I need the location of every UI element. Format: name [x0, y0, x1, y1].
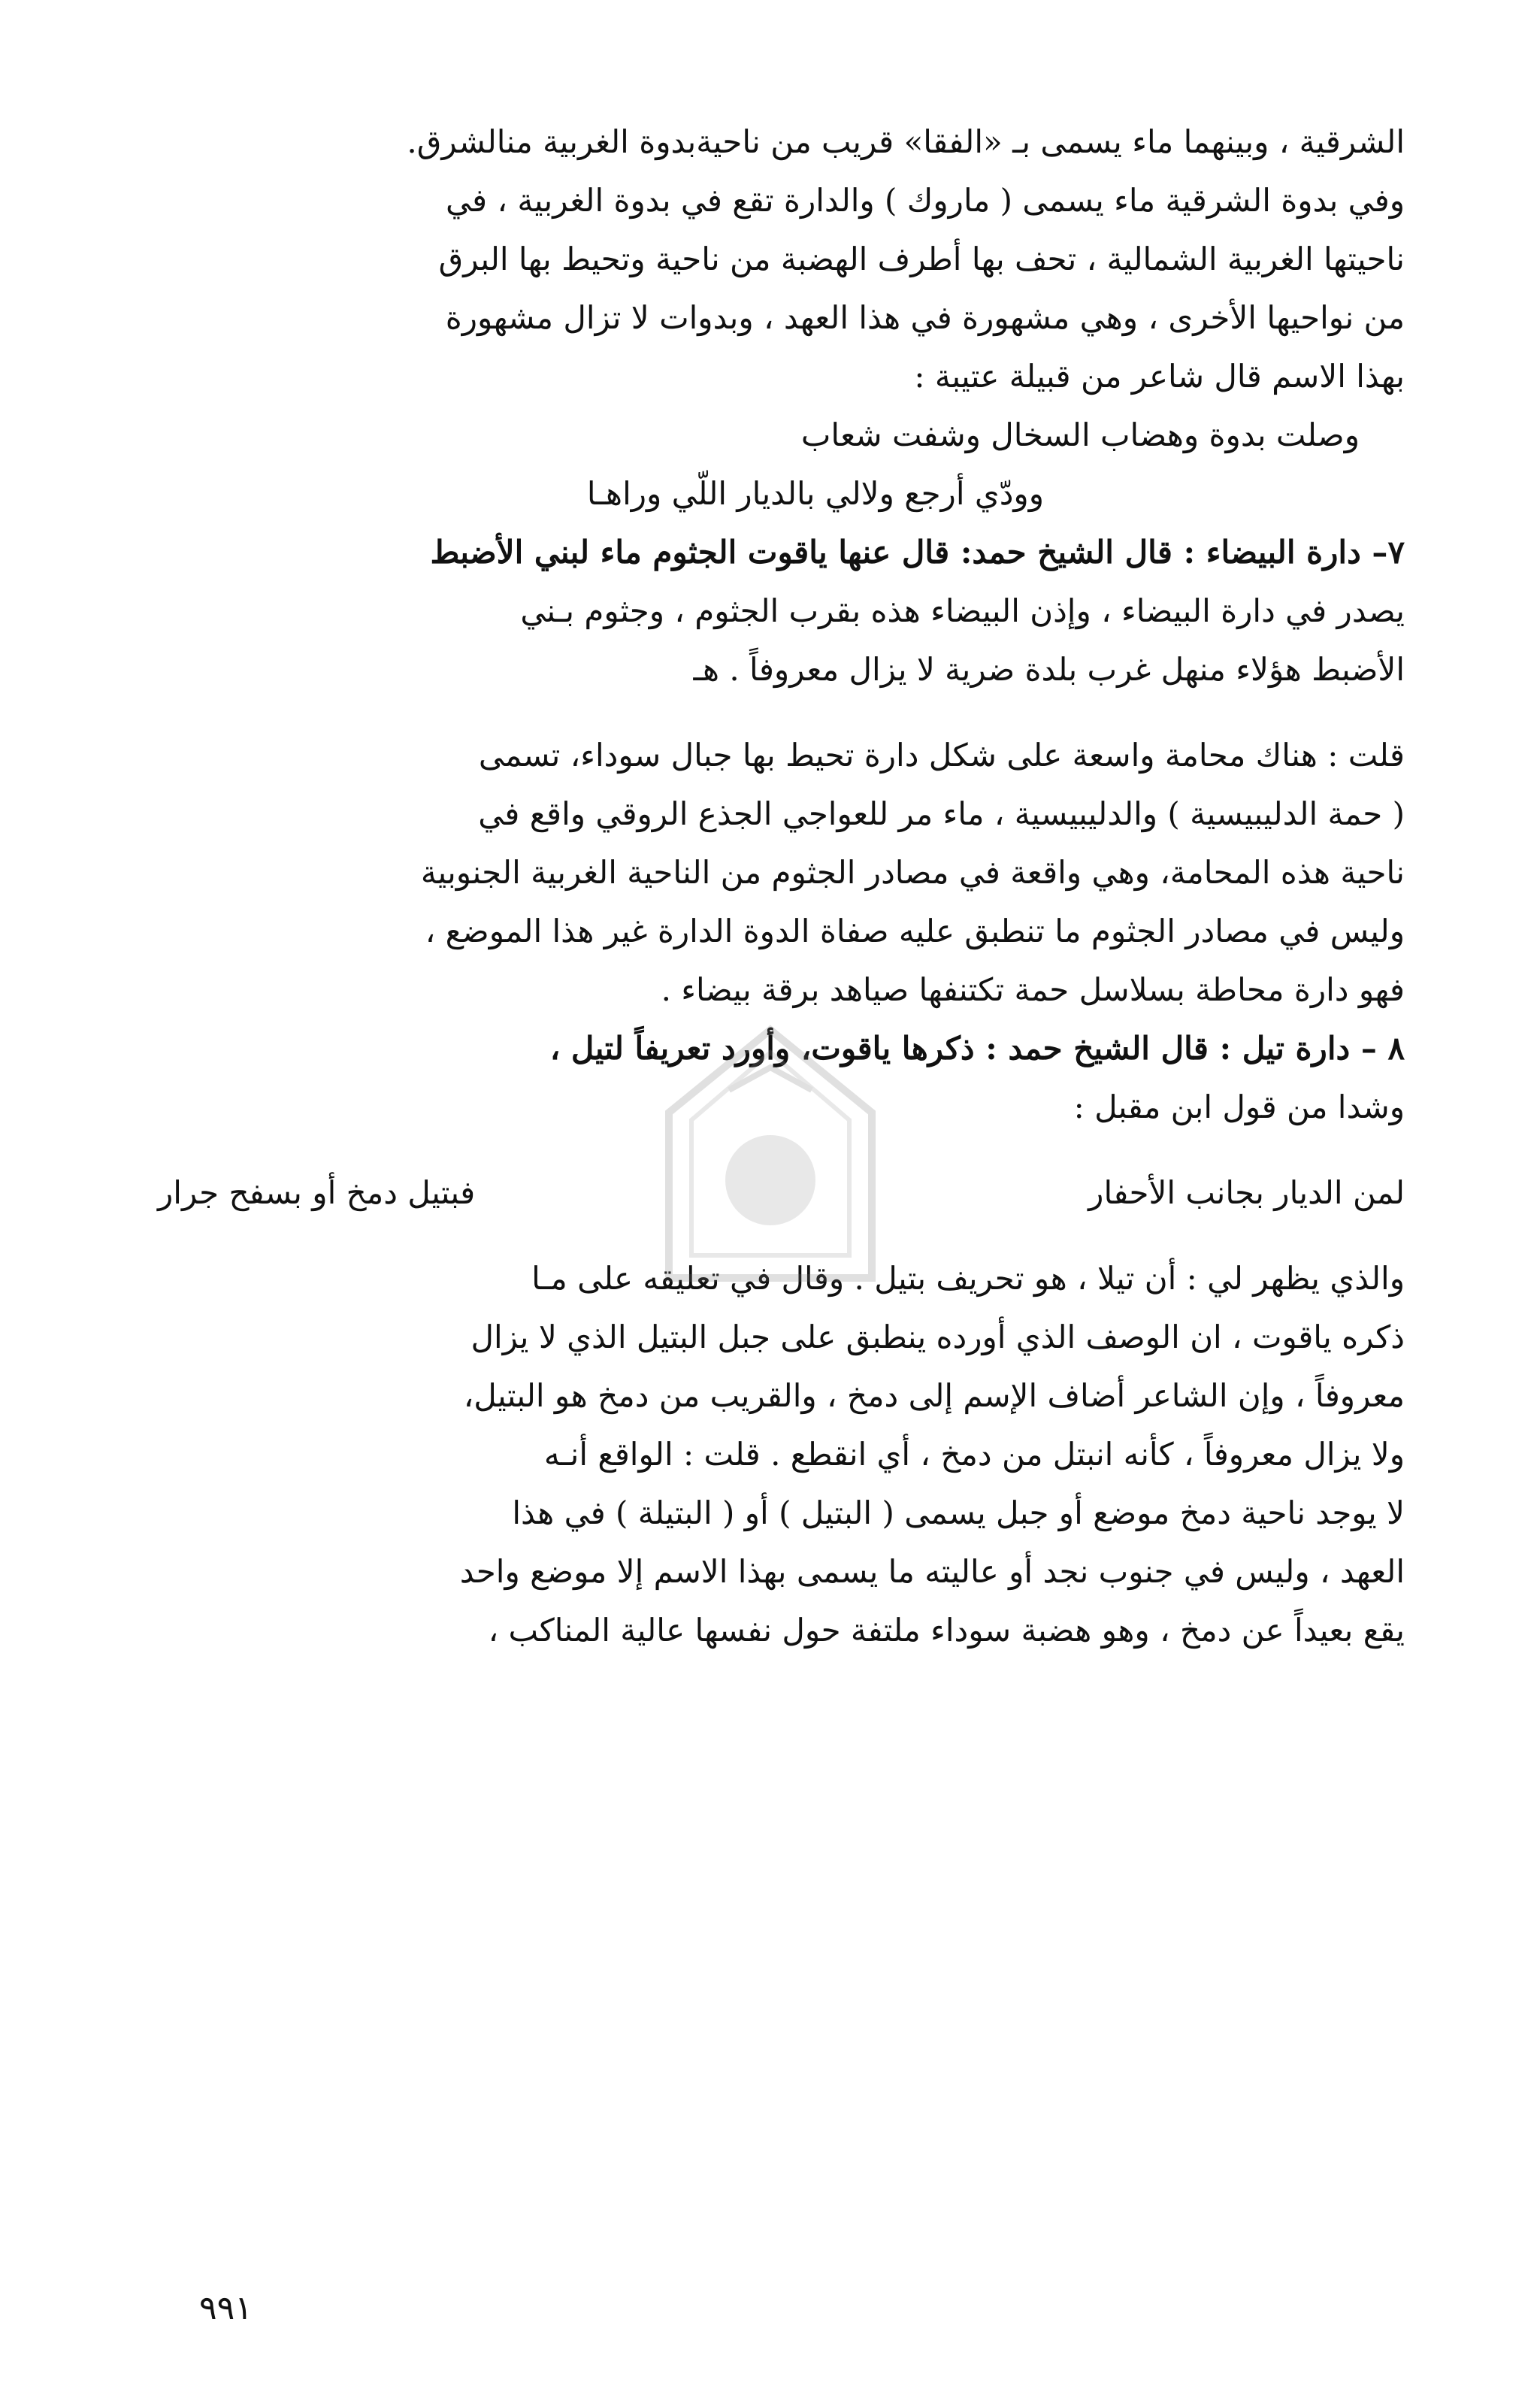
poem-verse-1: [128, 406, 1405, 465]
text-line: ( حمة الدليبيسية ) والدليبيسية ، ماء مر للعواجي الجذع الروقي واقع في: [478, 795, 1405, 832]
text-line: يقع بعيداً عن دمخ ، وهو هضبة سوداء ملتفة حول نفسها عالية المناكب ،: [488, 1612, 1405, 1649]
section-7-heading: ٧– دارة البيضاء : قال الشيخ حمد: قال عنها ياقوت الجثوم ماء لبني الأضبط: [430, 534, 1405, 571]
text-line: قلت : هناك محامة واسعة على شكل دارة تحيط بها جبال سوداء، تسمى: [478, 737, 1405, 774]
poem-line: وصلت بدوة وهضاب السخال وشفت شعاب: [800, 416, 1360, 453]
text-line: وشدا من قول ابن مقبل :: [1073, 1089, 1405, 1125]
poem-verse-2: [128, 465, 1405, 523]
poem-verse-3: [128, 1164, 1405, 1222]
text-line: ناحية هذه المحامة، وهي واقعة في مصادر الجثوم من الناحية الغربية الجنوبية: [420, 854, 1405, 891]
text-line: ذكره ياقوت ، ان الوصف الذي أورده ينطبق على جبل البتيل الذي لا يزال: [470, 1319, 1405, 1355]
text-line: الأضبط هؤلاء منهل غرب بلدة ضرية لا يزال معروفاً . هـ: [693, 651, 1405, 688]
text-line: الشرقية ، وبينهما ماء يسمى بـ «الفقا» قريب من ناحيةبدوة الغربية منالشرق.: [407, 123, 1405, 160]
text-line: ولا يزال معروفاً ، كأنه انبتل من دمخ ، أي انقطع . قلت : الواقع أنـه: [543, 1436, 1405, 1473]
section-8-heading: ٨ – دارة تيل : قال الشيخ حمد : ذكرها ياقوت، وأورد تعريفاً لتيل ،: [549, 1030, 1405, 1067]
body-text: [128, 113, 1405, 1660]
text-line: والذي يظهر لي : أن تيلا ، هو تحريف بتيل . وقال في تعليقه على مـا: [531, 1260, 1405, 1297]
text-line: يصدر في دارة البيضاء ، وإذن البيضاء هذه بقرب الجثوم ، وجثوم بـني: [520, 592, 1405, 629]
paragraph-gap: [128, 1222, 1405, 1249]
poem-hemistich-1: لمن الديار بجانب الأحفار: [1088, 1174, 1405, 1211]
poem-line: وودّي أرجع ولالي بالديار اللّي وراهـا: [586, 475, 1044, 512]
text-line: لا يوجد ناحية دمخ موضع أو جبل يسمى ( البتيل ) أو ( البتيلة ) في هذا: [512, 1494, 1405, 1531]
paragraph-gap: [128, 699, 1405, 726]
text-line: وفي بدوة الشرقية ماء يسمى ( ماروك ) والدارة تقع في بدوة الغربية ، في: [446, 182, 1405, 219]
text-line: وليس في مصادر الجثوم ما تنطبق عليه صفاة الدوة الدارة غير هذا الموضع ،: [425, 913, 1405, 949]
text-line: ناحيتها الغربية الشمالية ، تحف بها أطرف الهضبة من ناحية وتحيط بها البرق: [438, 241, 1405, 277]
page-number: ٩٩١: [199, 2289, 253, 2327]
text-line: من نواحيها الأخرى ، وهي مشهورة في هذا العهد ، وبدوات لا تزال مشهورة: [445, 299, 1405, 336]
text-line: العهد ، وليس في جنوب نجد أو عاليته ما يسمى بهذا الاسم إلا موضع واحد: [459, 1553, 1405, 1590]
text-line: معروفاً ، وإن الشاعر أضاف الإسم إلى دمخ ، والقريب من دمخ هو البتيل،: [463, 1377, 1405, 1414]
poem-hemistich-2: فبتيل دمخ أو بسفح جرار: [158, 1174, 476, 1211]
paragraph-gap: [128, 1137, 1405, 1164]
text-line: بهذا الاسم قال شاعر من قبيلة عتيبة :: [914, 358, 1405, 395]
text-line: فهو دارة محاطة بسلاسل حمة تكتنفها صياهد برقة بيضاء .: [661, 971, 1405, 1008]
